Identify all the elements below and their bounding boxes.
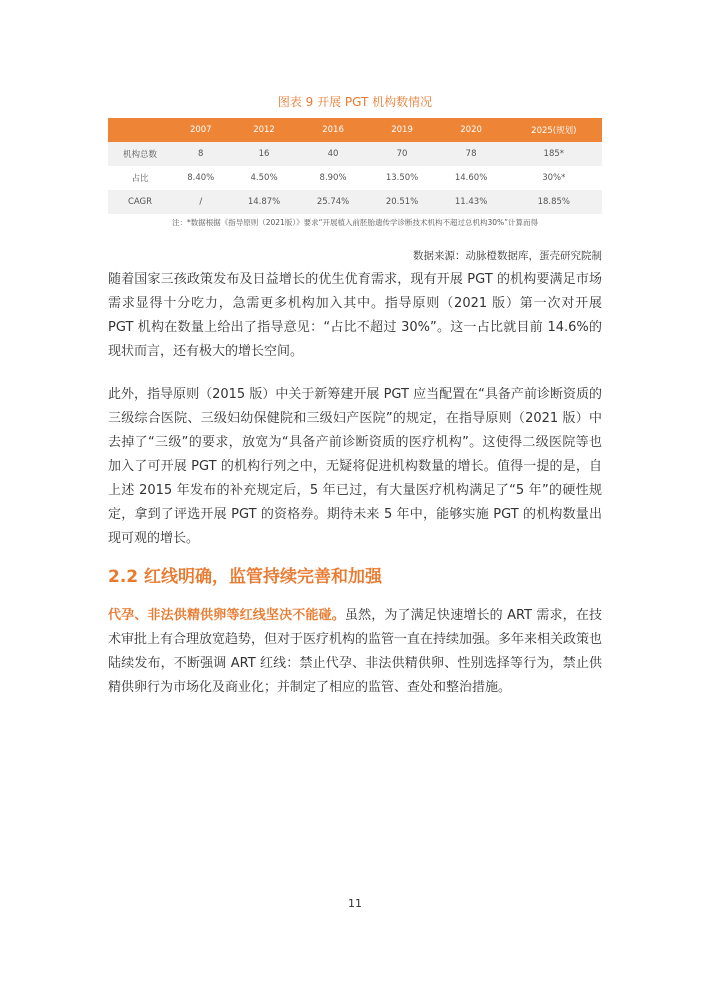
data-source: 数据来源：动脉橙数据库，蛋壳研究院制 (413, 250, 602, 262)
body-paragraph: 随着国家三孩政策发布及日益增长的优生优育需求，现有开展 PGT 的机构要满足市场需求显得十分吃力，急需更多机构加入其中。指导原则（2021 版）第一次对开展 PGT 机构在数量上给出了指导意见：“占比不超过 30%”。这一占比就目前 14.6%的现状而言，还有极大的增长空间。 (108, 272, 602, 359)
table-header-row (108, 118, 602, 142)
section-heading: 2.2 红线明确，监管持续完善和加强 (108, 567, 383, 587)
table-cell: 11.43% (437, 190, 506, 214)
table-header-cell (108, 118, 172, 142)
table-cell: 30%* (542, 173, 566, 183)
paragraph-text: 虽然，为了满足快速增长的 ART 需求，在技术审批上有合理放宽趋势，但对于医疗机构的监管一直在持续加强。多年来相关政策也陆续发布，不断强调 ART 红线：禁止代孕、非法供精供卵、性别选择等行为，禁止供精供卵行为市场化及商业化；并制定了相应的监管、查处和整治措施。 (108, 608, 603, 695)
table-row (108, 190, 602, 214)
table-cell: 14.87% (230, 190, 299, 214)
table-cell: 14.60% (454, 173, 488, 183)
table-row (108, 142, 602, 166)
row-label: 占比 (131, 174, 149, 184)
table-cell: 20.51% (368, 190, 437, 214)
figure-caption: 图表 9 开展 PGT 机构数情况 (277, 95, 433, 109)
row-label: CAGR (108, 190, 172, 214)
table-cell: 25.74% (299, 190, 368, 214)
body-paragraph: 此外，指导原则（2015 版）中关于新筹建开展 PGT 应当配置在“具备产前诊断资质的三级综合医院、三级妇幼保健院和三级妇产医院”的规定，在指导原则（2021 版）中去掉了“三级”的要求，放宽为“具备产前诊断资质的医疗机构”。这使得二级医院等也加入了可开展 PGT 的机构行列之中，无疑将促进机构数量的增长。值得一提的是，自上述 2015 年发布的补充规定后，5 年已过，有大量医疗机构满足了“5 年”的硬性规定，拿到了评选开展 PGT 的资格券。期待未来 5 年中，能够实施 PGT 的机构数量出现可观的增长。 (108, 387, 602, 546)
table-cell: 4.50% (250, 173, 278, 183)
table-cell: 70 (368, 142, 437, 166)
paragraph-lead: 代孕、非法供精供卵等红线坚决不能碰。 (108, 608, 345, 623)
pgt-institution-table (108, 118, 602, 214)
table-cell: 13.50% (385, 173, 419, 183)
table-cell: 8.90% (319, 173, 347, 183)
table-header-cell: 2016 (299, 118, 368, 142)
table-cell: 8 (172, 142, 230, 166)
table-cell: 40 (299, 142, 368, 166)
table-header-cell: 2025(规划) (506, 118, 602, 142)
table-cell: 78 (437, 142, 506, 166)
table-header-cell: 2012 (230, 118, 299, 142)
table-cell: / (172, 190, 230, 214)
table-cell: 18.85% (506, 190, 602, 214)
table-header-cell: 2007 (172, 118, 230, 142)
page-number: 11 (348, 897, 362, 910)
table-cell: 16 (230, 142, 299, 166)
row-label: 机构总数 (108, 142, 172, 166)
table-cell: 185* (506, 142, 602, 166)
table-cell: 8.40% (187, 173, 215, 183)
table-header-cell: 2020 (437, 118, 506, 142)
table-note: 注：*数据根据《指导原则（2021版）》要求“开展植入前胚胎遗传学诊断技术机构不超过总机构30%”计算而得 (171, 218, 539, 227)
body-paragraph (108, 604, 602, 700)
table-row (108, 166, 602, 190)
table-header-cell: 2019 (368, 118, 437, 142)
